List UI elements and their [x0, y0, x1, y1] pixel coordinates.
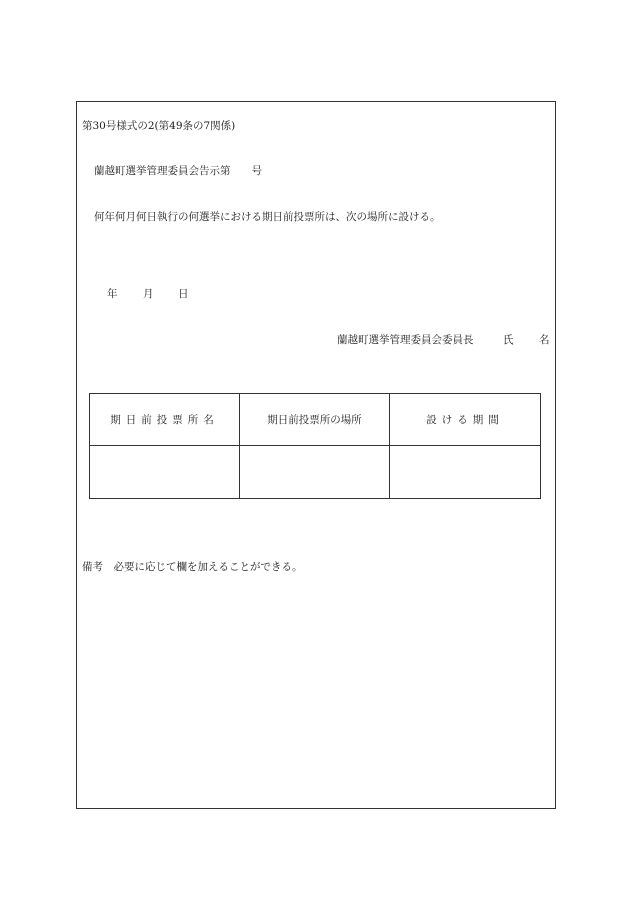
table-row: [90, 446, 541, 499]
signer-name-given: 名: [539, 334, 550, 346]
cell-station-name: [90, 446, 240, 499]
signer-title: 蘭越町選挙管理委員会委員長: [337, 334, 474, 346]
cell-period: [390, 446, 541, 499]
header-station-name: 期日前投票所名: [90, 394, 240, 446]
cell-station-location: [240, 446, 390, 499]
signer-name-surname: 氏: [503, 334, 514, 346]
date-year-label: 年: [107, 288, 118, 300]
header-period: 設ける期間: [390, 394, 541, 446]
polling-station-table: [89, 393, 541, 499]
notice-body: 何年何月何日執行の何選挙における期日前投票所は、次の場所に設ける。: [94, 211, 441, 223]
date-day-label: 日: [178, 288, 189, 300]
notice-number: 蘭越町選挙管理委員会告示第 号: [94, 165, 262, 177]
date-month-label: 月: [143, 288, 154, 300]
header-station-location: 期日前投票所の場所: [240, 394, 390, 446]
table-header-row: [90, 394, 541, 446]
remark: 備考 必要に応じて欄を加えることができる。: [82, 561, 303, 573]
form-reference: 第30号様式の2(第49条の7関係): [82, 120, 236, 132]
